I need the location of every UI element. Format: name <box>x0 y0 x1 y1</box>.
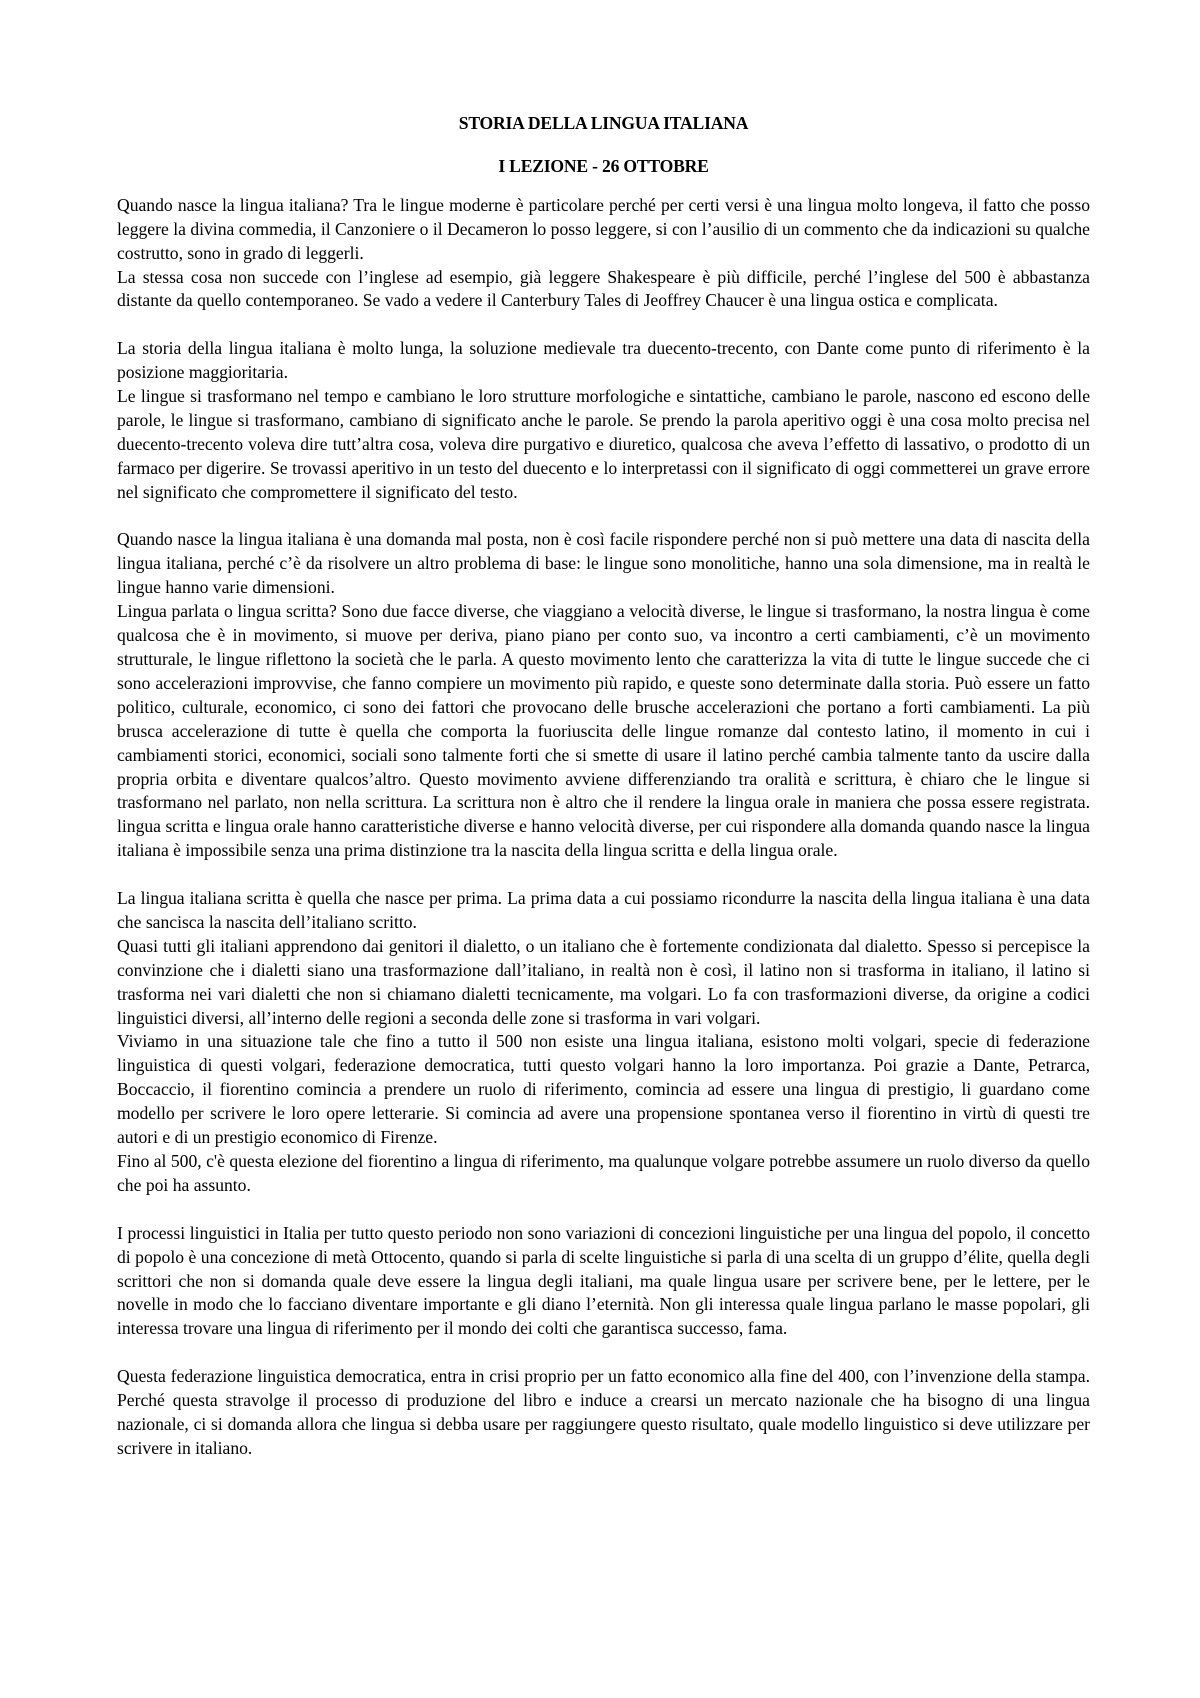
paragraph-12: Questa federazione linguistica democratica, entra in crisi proprio per un fatto economico alla fine del 400, con l’invenzione della stampa. Perché questa stravolge il processo di produzione del libro e induce a crearsi un mercato nazionale che ha bisogno di una lingua nazionale, ci si domanda allora che lingua si debba usare per raggiungere questo risultato, quale modello linguistico si deve utilizzare per scrivere in italiano. <box>117 1366 1090 1458</box>
paragraph-5: Quando nasce la lingua italiana è una domanda mal posta, non è così facile rispondere perché non si può mettere una data di nascita della lingua italiana, perché c’è da risolvere un altro problema di base: le lingue sono monolitiche, hanno una sola dimensione, ma in realtà le lingue hanno varie dimensioni. <box>117 529 1090 598</box>
paragraph-11: I processi linguistici in Italia per tutto questo periodo non sono variazioni di concezioni linguistiche per una lingua del popolo, il concetto di popolo è una concezione di metà Ottocento, quando si parla di scelte linguistiche si parla di una scelta di un gruppo d’élite, quella degli scrittori che non si domanda quale deve essere la lingua degli italiani, ma quale lingua usare per scrivere bene, per le lettere, per le novelle in modo che lo facciano diventare importante e gli diano l’eternità. Non gli interessa quale lingua parlano le masse popolari, gli interessa trovare una lingua di riferimento per il mondo dei colti che garantisca successo, fama. <box>117 1222 1090 1339</box>
paragraph-8: Quasi tutti gli italiani apprendono dai genitori il dialetto, o un italiano che è fortemente condizionata dal dialetto. Spesso si percepisce la convinzione che i dialetti siano una trasformazione dall’italiano, in realtà non è così, il latino non si trasforma in italiano, il latino si trasforma nei vari dialetti che non si chiamano dialetti tecnicamente, ma volgari. Lo fa con trasformazioni diverse, da origine a codici linguistici diversi, all’interno delle regioni a seconda delle zone si trasforma in vari volgari. <box>117 935 1090 1028</box>
document-title: STORIA DELLA LINGUA ITALIANA <box>458 113 749 133</box>
paragraph-6: Lingua parlata o lingua scritta? Sono due facce diverse, che viaggiano a velocità diverse, le lingue si trasformano, la nostra lingua è come qualcosa che è in movimento, si muove per deriva, piano piano per conto suo, va incontro a certi cambiamenti, c’è un movimento strutturale, le lingue riflettono la società che le parla. A questo movimento lento che caratterizza la vita di tutte le lingue succede che ci sono accelerazioni improvvise, che fanno compiere un movimento più rapido, e queste sono determinate dalla storia. Può essere un fatto politico, culturale, economico, ci sono dei fattori che provocano delle brusche accelerazioni che portano a forti cambiamenti. La più brusca accelerazione di tutte è quella che comporta la fuoriuscita delle lingue romanze dal contesto latino, il momento in cui i cambiamenti storici, economici, sociali sono talmente forti che si smette di usare il latino perché cambia talmente tanto da uscire dalla propria orbita e diventare qualcos’altro. Questo movimento avviene differenziando tra oralità e scrittura, è chiaro che le lingue si trasformano nel parlato, non nella scrittura. La scrittura non è altro che il rendere la lingua orale in maniera che possa essere registrata. lingua scritta e lingua orale hanno caratteristiche diverse e hanno velocità diverse, per cui rispondere alla domanda quando nasce la lingua italiana è impossibile senza una prima distinzione tra la nascita della lingua scritta e della lingua orale. <box>117 601 1090 861</box>
paragraph-9: Viviamo in una situazione tale che fino a tutto il 500 non esiste una lingua italiana, esistono molti volgari, specie di federazione linguistica di questi volgari, federazione democratica, tutti questo volgari hanno la loro importanza. Poi grazie a Dante, Petrarca, Boccaccio, il fiorentino comincia a prendere un ruolo di riferimento, comincia ad essere una lingua di prestigio, li guardano come modello per scrivere le loro opere letterarie. Si comincia ad avere una propensione spontanea verso il fiorentino in virtù di questi tre autori e di un prestigio economico di Firenze. <box>117 1031 1090 1148</box>
paragraph-7: La lingua italiana scritta è quella che nasce per prima. La prima data a cui possiamo ricondurre la nascita della lingua italiana è una data che sancisca la nascita dell’italiano scritto. <box>117 888 1090 932</box>
paragraph-10: Fino al 500, c'è questa elezione del fiorentino a lingua di riferimento, ma qualunque volgare potrebbe assumere un ruolo diverso da quello che poi ha assunto. <box>117 1151 1090 1195</box>
lesson-heading: I LEZIONE - 26 OTTOBRE <box>498 155 709 176</box>
paragraph-1: Quando nasce la lingua italiana? Tra le lingue moderne è particolare perché per certi versi è una lingua molto longeva, il fatto che posso leggere la divina commedia, il Canzoniere o il Decameron lo posso leggere, si con l’ausilio di un commento che da indicazioni su qualche costrutto, sono in grado di leggerli. <box>117 194 1090 263</box>
paragraph-2: La stessa cosa non succede con l’inglese ad esempio, già leggere Shakespeare è più difficile, perché l’inglese del 500 è abbastanza distante da quello contemporaneo. Se vado a vedere il Canterbury Tales di Jeoffrey Chaucer è una lingua ostica e complicata. <box>117 266 1090 311</box>
paragraph-4: Le lingue si trasformano nel tempo e cambiano le loro strutture morfologiche e sintattiche, cambiano le parole, nascono ed escono delle parole, le lingue si trasformano, cambiano di significato anche le parole. Se prendo la parola aperitivo oggi è una cosa molto precisa nel duecento-trecento voleva dire tutt’altra cosa, voleva dire purgativo e diuretico, qualcosa che aveva l’effetto di lassativo, o prodotto di un farmaco per digerire. Se trovassi aperitivo in un testo del duecento e lo interpretassi con il significato di oggi commetterei un grave errore nel significato che compromettere il significato del testo. <box>117 386 1090 502</box>
paragraph-3: La storia della lingua italiana è molto lunga, la soluzione medievale tra duecento-trecento, con Dante come punto di riferimento è la posizione maggioritaria. <box>117 338 1090 383</box>
document-page <box>117 112 1090 1461</box>
